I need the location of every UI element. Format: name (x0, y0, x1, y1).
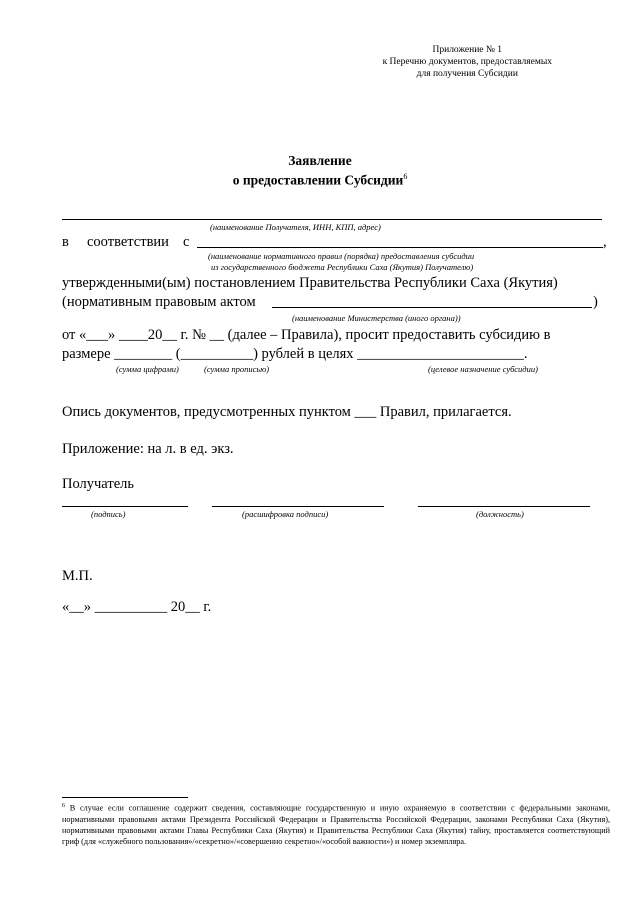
recipient-label: Получатель (62, 476, 134, 492)
title-line-1: Заявление (288, 153, 352, 168)
recipient-field-line[interactable] (62, 219, 602, 220)
bottom-date-line: «__» __________ 20__ г. (62, 599, 212, 615)
appendix-line-3: для получения Субсидии (416, 69, 518, 79)
title-footnote-ref: 6 (403, 172, 408, 181)
caption-recipient: (наименование Получателя, ИНН, КПП, адрес) (210, 222, 381, 232)
caption-position: (должность) (476, 509, 524, 519)
in-accordance-b: соответствии (87, 234, 169, 250)
stamp-label: М.П. (62, 568, 93, 584)
approved-line: утвержденными(ым) постановлением Правительства Республики Саха (Якутия) (62, 275, 558, 291)
caption-signature: (подпись) (91, 509, 126, 519)
normative-act-label: (нормативным правовым актом (62, 294, 256, 310)
decoding-field-line[interactable] (212, 506, 384, 507)
position-field-line[interactable] (418, 506, 590, 507)
inventory-line: Опись документов, предусмотренных пунктом ___ Правил, прилагается. (62, 404, 512, 420)
appendix-header (383, 44, 552, 80)
signature-field-line[interactable] (62, 506, 188, 507)
caption-rules-1: (наименование нормативного правил (порядка) предоставления субсидии (208, 251, 475, 261)
caption-sum-words: (сумма прописью) (204, 364, 270, 374)
appendix-line-2: к Перечню документов, предоставляемых (382, 57, 552, 67)
caption-ministry: (наименование Министерства (иного органа)) (292, 313, 461, 323)
comma: , (603, 234, 607, 250)
footnote (62, 801, 610, 847)
footnote-text: В случае если соглашение содержит сведения, составляющие государственную и иную охраняемую в соответствии с федеральными законами, нормативными правовыми актами Президента Российской Федерации и Правительства Российской Федерации, законами Республики Саха (Якутия), нормативными правовыми актами Главы Республики Саха (Якутия) и Правительства Республики Саха (Якутия) тайну, проставляется соответствующий гриф (для «служебного пользования»/«секретно»/«совершенно секретно»/«особой важности») и номер экземпляра. (62, 803, 610, 846)
footnote-separator (62, 797, 188, 798)
document-title (0, 153, 640, 189)
rules-field-line[interactable] (197, 247, 603, 248)
in-accordance-c: с (183, 234, 190, 250)
caption-rules-2: из государственного бюджета Республики Саха (Якутия) Получателю) (211, 262, 474, 272)
ministry-field-line[interactable] (272, 307, 592, 308)
appendix-line-1: Приложение № 1 (432, 45, 503, 55)
title-line-2 (0, 169, 640, 189)
attachment-line: Приложение: на л. в ед. экз. (62, 441, 234, 457)
amount-line: размере ________ (__________) рублей в целях _______________________. (62, 346, 528, 362)
caption-decoding: (расшифровка подписи) (242, 509, 329, 519)
footnote-number: 6 (62, 803, 65, 809)
close-paren: ) (593, 294, 598, 310)
date-line: от «___» ____20__ г. № __ (далее – Правила), просит предоставить субсидию в (62, 327, 551, 343)
caption-sum-digits: (сумма цифрами) (116, 364, 179, 374)
in-accordance-a: в (62, 234, 69, 250)
title-line-2-text: о предоставлении Субсидии (232, 172, 404, 188)
caption-purpose: (целевое назначение субсидии) (428, 364, 538, 374)
